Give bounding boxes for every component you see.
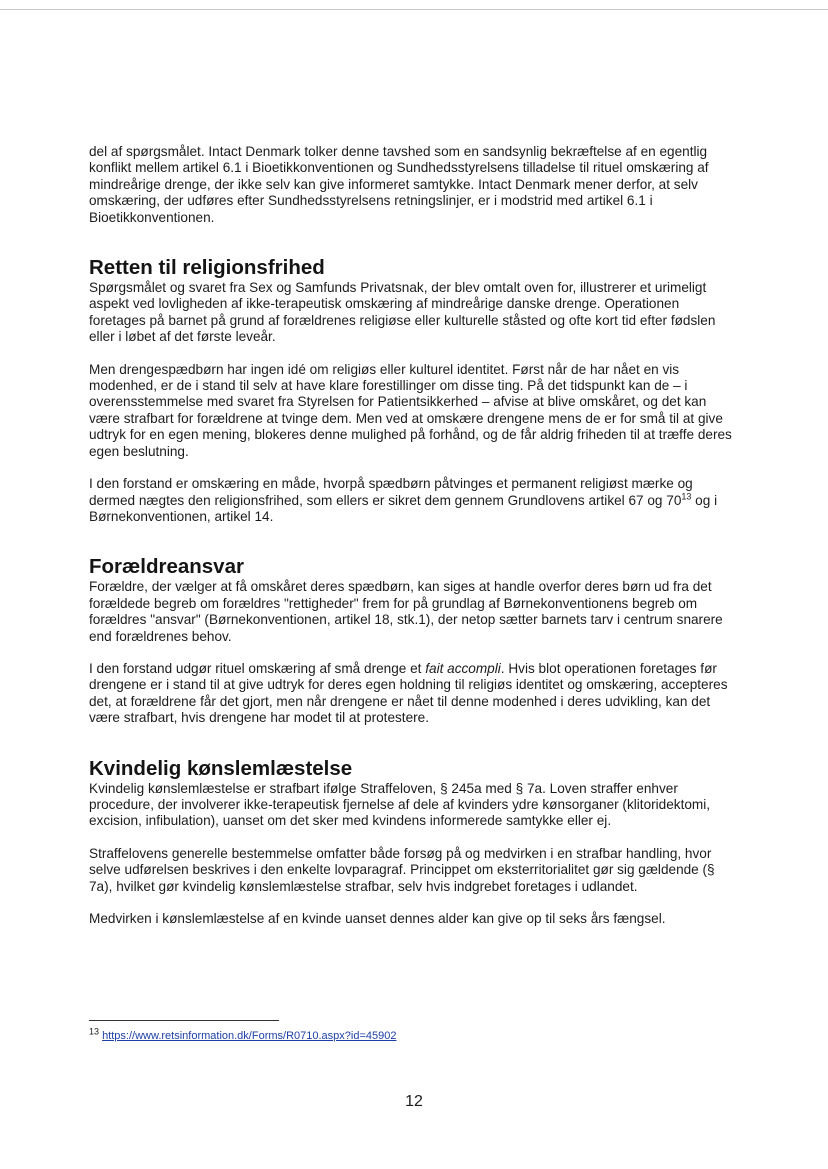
fait-accompli-term: fait accompli [425,660,501,676]
heading-religious-freedom: Retten til religionsfrihed [89,256,325,280]
parents-paragraph-2 [89,661,739,727]
footnote-number: 13 [89,1026,100,1037]
religion-p3-text: I den forstand er omskæring en måde, hvorpå spædbørn påtvinges et permanent religiøst mærke og dermed nægtes den religionsfrihed, som ellers er sikret dem gennem Grundlovens artikel 67 og 70 [89,476,693,508]
religion-paragraph-1: Spørgsmålet og svaret fra Sex og Samfunds Privatsnak, der blev omtalt oven for, illustrerer et urimeligt aspekt ved lovligheden af ikke-terapeutisk omskæring af mindreårige danske drenge. Operationen foretages på barnet på grund af forældrenes religiøse eller kulturelle ståsted og ofte kort tid efter fødslen eller i løbet af det første leveår. [89,280,716,345]
footnote-ref[interactable]: 13 [681,490,692,501]
footnote [89,1026,739,1043]
parents-p2-tail: . Hvis blot operationen foretages før drengene er i stand til at give udtryk for deres egen holdning til religiøs identitet og omskæring, accepteres det, at forældrene får det gjort, men når drengene er nået til denne modenhed i deres udvikling, kan det være strafbart, hvis drengene har modet til at protestere. [89,660,728,726]
religion-paragraph-2: Men drengespædbørn har ingen idé om religiøs eller kulturel identitet. Først når de har nået en vis modenhed, er de i stand til selv at have klare forestillinger om disse ting. På det tidspunkt kan de – i overensstemmelse med svaret fra Styrelsen for Patientsikkerhed – afvise at blive omskåret, og det kan være strafbart for forældrene at tvinge dem. Men ved at omskære drengene mens de er for små til at give udtryk for en egen mening, blokeres denne mulighed på forhånd, og de får aldrig friheden til at træffe deres egen beslutning. [89,361,732,459]
religion-p3-tail: og i Børnekonventionen, artikel 14. [89,492,718,524]
parents-paragraph-1: Forældre, der vælger at få omskåret deres spædbørn, kan siges at handle overfor deres børn ud fra det forældede begreb om forældres "rettigheder" frem for på grundlag af Børnekonventionens begreb om forældres "ansvar" (Børnekonventionen, artikel 18, stk.1), der netop sætter barnets tarv i centrum snarere end forældrenes behov. [89,579,723,644]
heading-parental-responsibility: Forældreansvar [89,555,244,579]
fgm-paragraph-3: Medvirken i kønslemlæstelse af en kvinde uanset dennes alder kan give op til seks års fængsel. [89,911,666,926]
fgm-paragraph-2: Straffelovens generelle bestemmelse omfatter både forsøg på og medvirken i en strafbar handling, hvor selve udførelsen beskrives i den enkelte lovparagraf. Princippet om eksterritorialitet gør sig gældende (§ 7a), hvilket gør kvindelig kønslemlæstelse strafbar, selv hvis indgrebet foretages i udlandet. [89,845,715,894]
header-rule [0,9,828,10]
intro-paragraph: del af spørgsmålet. Intact Denmark tolker denne tavshed som en sandsynlig bekræftelse af en egentlig konflikt mellem artikel 6.1 i Bioetikkonventionen og Sundhedsstyrelsens tilladelse til rituel omskæring af mindreårige drenge, der ikke selv kan give informeret samtykke. Intact Denmark mener derfor, at selv omskæring, der udføres efter Sundhedsstyrelsens retningslinjer, er i modstrid med artikel 6.1 i Bioetikkonventionen. [89,144,709,225]
fgm-paragraph-1: Kvindelig kønslemlæstelse er strafbart ifølge Straffeloven, § 245a med § 7a. Loven straffer enhver procedure, der involverer ikke-terapeutisk fjernelse af dele af kvinders ydre kønsorganer (klitoridektomi, excision, infibulation), uanset om det sker med kvindens informerede samtykke eller ej. [89,780,711,829]
parents-p2-text: I den forstand udgør rituel omskæring af små drenge et [89,660,426,676]
heading-female-genital-mutilation: Kvindelig kønslemlæstelse [89,756,353,780]
page-content [89,144,739,927]
footnote-area [89,1020,739,1043]
footnote-separator [89,1020,279,1021]
footnote-link[interactable]: https://www.retsinformation.dk/Forms/R0710.aspx?id=45902 [102,1030,397,1042]
religion-paragraph-3 [89,476,739,525]
page-number: 12 [405,1093,423,1110]
